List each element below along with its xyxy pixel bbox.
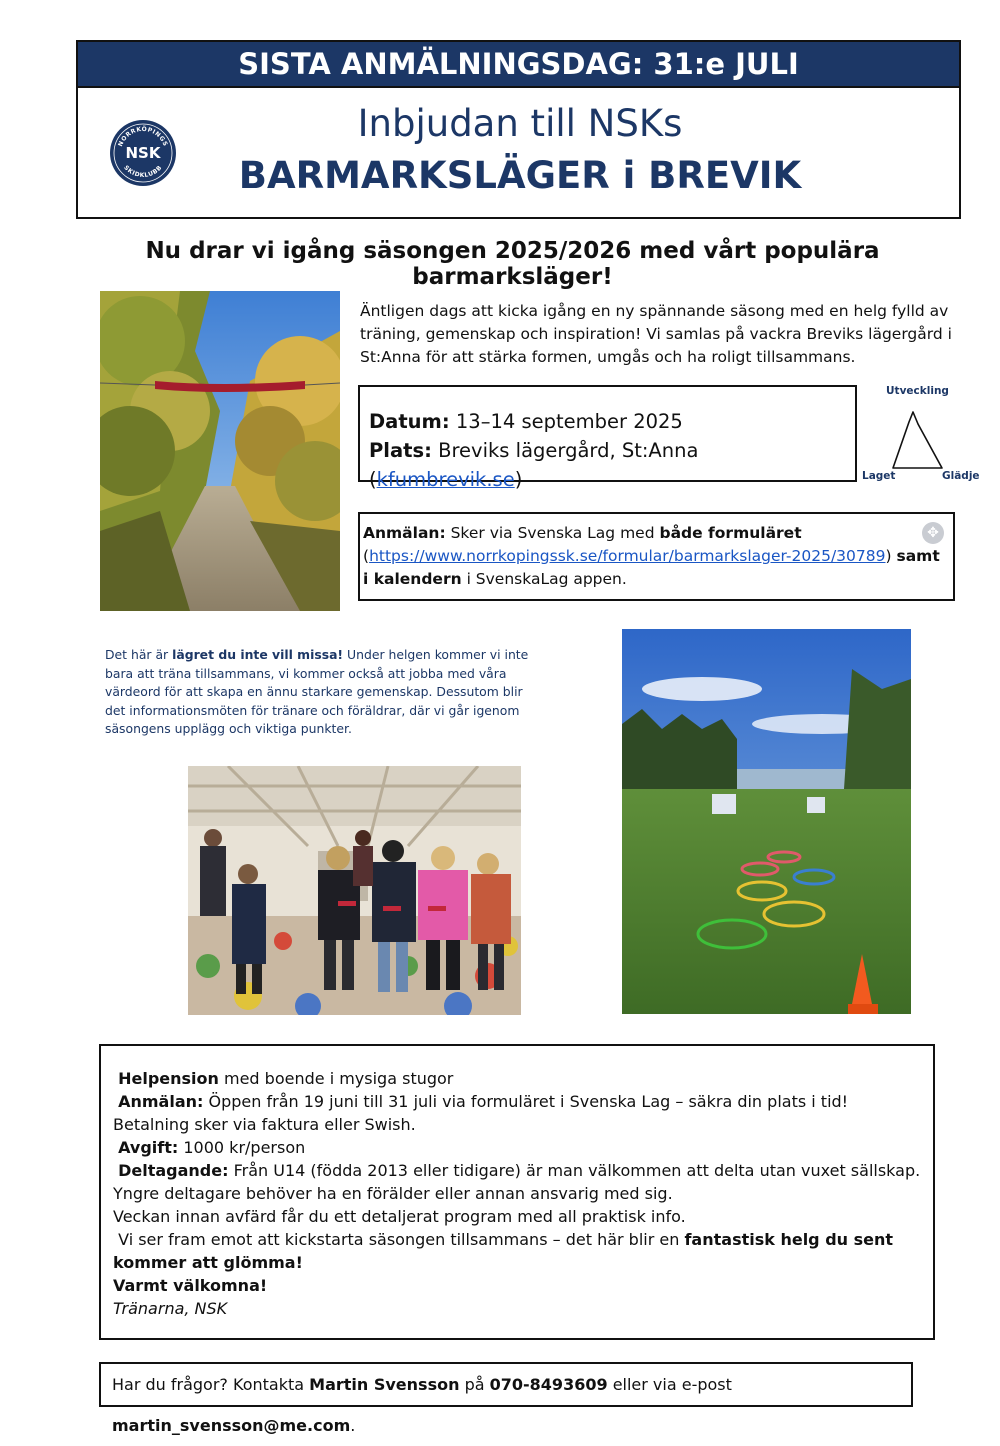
registration-text-1: Sker via Svenska Lag med — [450, 524, 655, 542]
registration-label: Anmälan: — [363, 524, 446, 542]
camp-description-part2: Under helgen kommer vi inte bara att träna tillsammans, vi kommer också att jobba med våra värdeord för att skapa en ännu starkare gemenskap. Dessutom blir det informationsmöten för tränare och föräldrar, där vi går igenom säsongens upplägg och viktiga punkter. — [105, 647, 529, 736]
intro-paragraph: Äntligen dags att kicka igång en ny spännande säsong med en helg fylld av träning, gemenskap och inspiration! Vi samlas på vackra Breviks lägergård i St:Anna för att stärka formen, umgås och ha roligt tillsammans. — [360, 302, 952, 366]
info-deltagande-bold: Deltagande: — [118, 1161, 229, 1180]
contact-text-1: Har du frågor? Kontakta — [112, 1375, 305, 1394]
contact-end: . — [350, 1416, 356, 1435]
deadline-banner: SISTA ANMÄLNINGSDAG: 31:e JULI — [76, 40, 961, 88]
date-label: Datum: — [369, 410, 450, 433]
contact-box — [99, 1362, 913, 1435]
info-deltagande-text: Från U14 (födda 2013 eller tidigare) är man välkommen att delta utan vuxet sällskap. Yngre deltagare behöver ha en förälder eller annan ansvarig med sig. — [113, 1161, 921, 1203]
info-anmalan — [113, 1090, 923, 1136]
date-line — [369, 407, 855, 436]
logo-top-text: NORRKÖPINGS — [117, 125, 169, 148]
place-value: Breviks lägergård, St:Anna ( — [369, 439, 699, 491]
contact-name: Martin Svensson — [309, 1375, 460, 1394]
title-line-1: Inbjudan till NSKs — [357, 102, 683, 145]
place-label: Plats: — [369, 439, 432, 462]
info-avgift-bold: Avgift: — [118, 1138, 179, 1157]
logo-monogram: NSK — [125, 144, 161, 162]
info-avgift — [113, 1136, 923, 1159]
value-utveckling: Utveckling — [886, 385, 949, 397]
registration-close-paren: ) — [885, 547, 892, 565]
info-deltagande — [113, 1159, 923, 1205]
contact-email: martin_svensson@me.com — [112, 1416, 351, 1435]
info-pension-bold: Helpension — [118, 1069, 219, 1088]
registration-form-link[interactable]: https://www.norrkopingssk.se/formular/barmarkslager-2025/30789 — [369, 547, 886, 565]
date-place-box — [358, 385, 857, 491]
contact-text-3: eller via e-post — [612, 1375, 732, 1394]
value-laget: Laget — [862, 470, 896, 482]
title-line-2: BARMARKSLÄGER i BREVIK — [238, 154, 802, 197]
info-closing — [113, 1228, 923, 1274]
logo-bottom-text: SKIDKLUBB — [122, 164, 164, 180]
camp-description-bold: lägret du inte vill missa! — [172, 647, 344, 662]
headline: Nu drar vi igång säsongen 2025/2026 med vårt populära barmarksläger! — [145, 238, 880, 290]
registration-text-2: i SvenskaLag appen. — [466, 570, 627, 588]
info-pension — [113, 1067, 923, 1090]
info-pension-text: med boende i mysiga stugor — [224, 1069, 454, 1088]
place-close: ) — [514, 468, 523, 491]
info-signature-text: Tränarna, NSK — [113, 1299, 228, 1318]
info-closing-text: Vi ser fram emot att kickstarta säsongen tillsammans – det här blir en — [118, 1230, 680, 1249]
move-handle-icon[interactable]: ✥ — [922, 522, 944, 544]
registration-open-paren: ( — [363, 547, 370, 565]
registration-box — [358, 512, 955, 601]
autumn-path-photo — [100, 291, 340, 611]
contact-phone: 070-8493609 — [489, 1375, 608, 1394]
registration-bold-2: samt i kalendern — [363, 547, 940, 588]
contact-text-2: på — [464, 1375, 485, 1394]
info-welcome-text: Varmt välkomna! — [113, 1276, 268, 1295]
info-signature — [113, 1297, 923, 1320]
info-anmalan-bold: Anmälan: — [118, 1092, 204, 1111]
info-closing-bold: fantastisk helg du sent kommer att glömma! — [113, 1230, 894, 1272]
info-box — [99, 1044, 935, 1340]
info-anmalan-text: Öppen från 19 juni till 31 juli via formuläret i Svenska Lag – säkra din plats i tid! Betalning sker via faktura eller Swish. — [113, 1092, 849, 1134]
registration-bold-1: både formuläret — [659, 524, 802, 542]
kfumbrevik-link[interactable]: kfumbrevik.se — [376, 468, 515, 491]
field-hoops-photo — [622, 629, 911, 1014]
camp-description-part1: Det här är — [105, 647, 169, 662]
date-value: 13–14 september 2025 — [455, 410, 683, 433]
place-line — [369, 436, 855, 494]
value-gladje: Glädje — [942, 470, 980, 482]
camp-description — [105, 646, 535, 739]
nsk-logo — [110, 120, 176, 186]
info-avgift-text: 1000 kr/person — [183, 1138, 306, 1157]
indoor-group-photo — [188, 766, 521, 1015]
info-program: Veckan innan avfärd får du ett detaljerat program med all praktisk info. — [113, 1207, 686, 1226]
info-welcome — [113, 1274, 923, 1297]
